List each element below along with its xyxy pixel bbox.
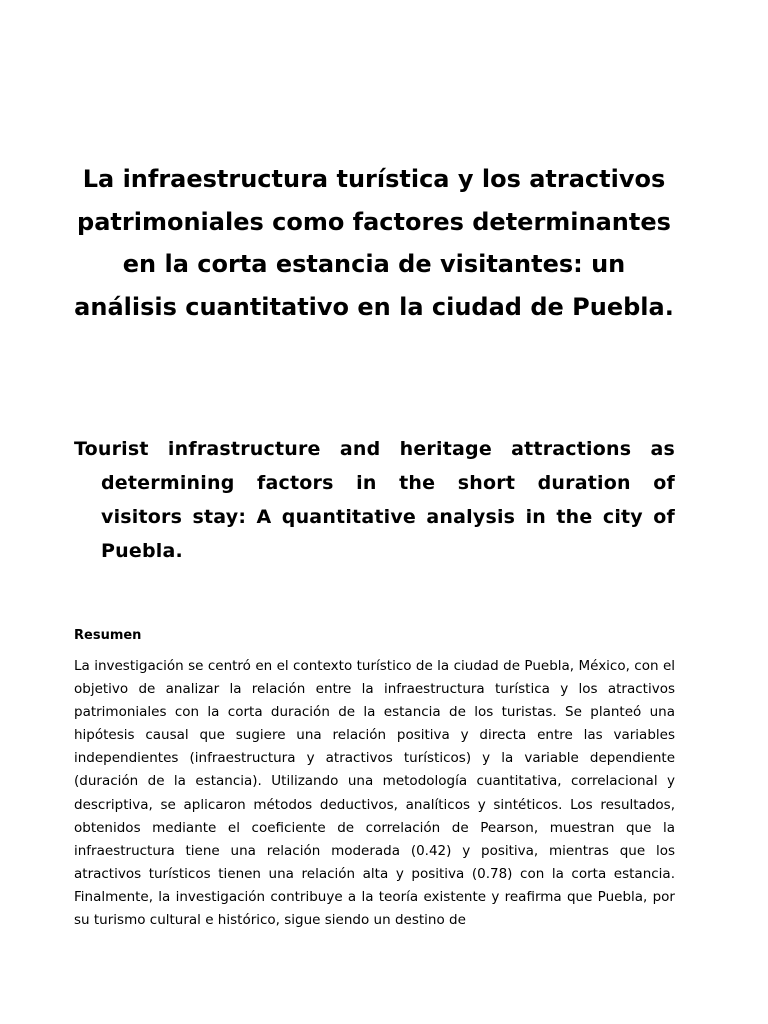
spanish-title: La infraestructura turística y los atractivos patrimoniales como factores determinantes en la corta estancia de visitantes: un análisis cuantitativo en la ciudad de Puebla. (74, 165, 674, 321)
english-title: Tourist infrastructure and heritage attractions as determining factors in the short duration of visitors stay: A quantitative analysis in the city of Puebla. (74, 438, 675, 562)
abstract-heading: Resumen (74, 628, 142, 643)
abstract-paragraph: La investigación se centró en el contexto turístico de la ciudad de Puebla, México, con el objetivo de analizar la relación entre la infraestructura turística y los atractivos patrimoniales con la corta duración de la estancia de los turistas. Se planteó una hipótesis causal que sugiere una relación positiva y directa entre las variables independientes (infraestructura y atractivos turísticos) y la variable dependiente (duración de la estancia). Utilizando una metodología cuantitativa, correlacional y descriptiva, se aplicaron métodos deductivos, analíticos y sintéticos. Los resultados, obtenidos mediante el coeficiente de correlación de Pearson, muestran que la infraestructura tiene una relación moderada (0.42) y positiva, mientras que los atractivos turísticos tienen una relación alta y positiva (0.78) con la corta estancia. Finalmente, la investigación contribuye a la teoría existente y reafirma que Puebla, por su turismo cultural e histórico, sigue siendo un destino de (74, 658, 675, 929)
